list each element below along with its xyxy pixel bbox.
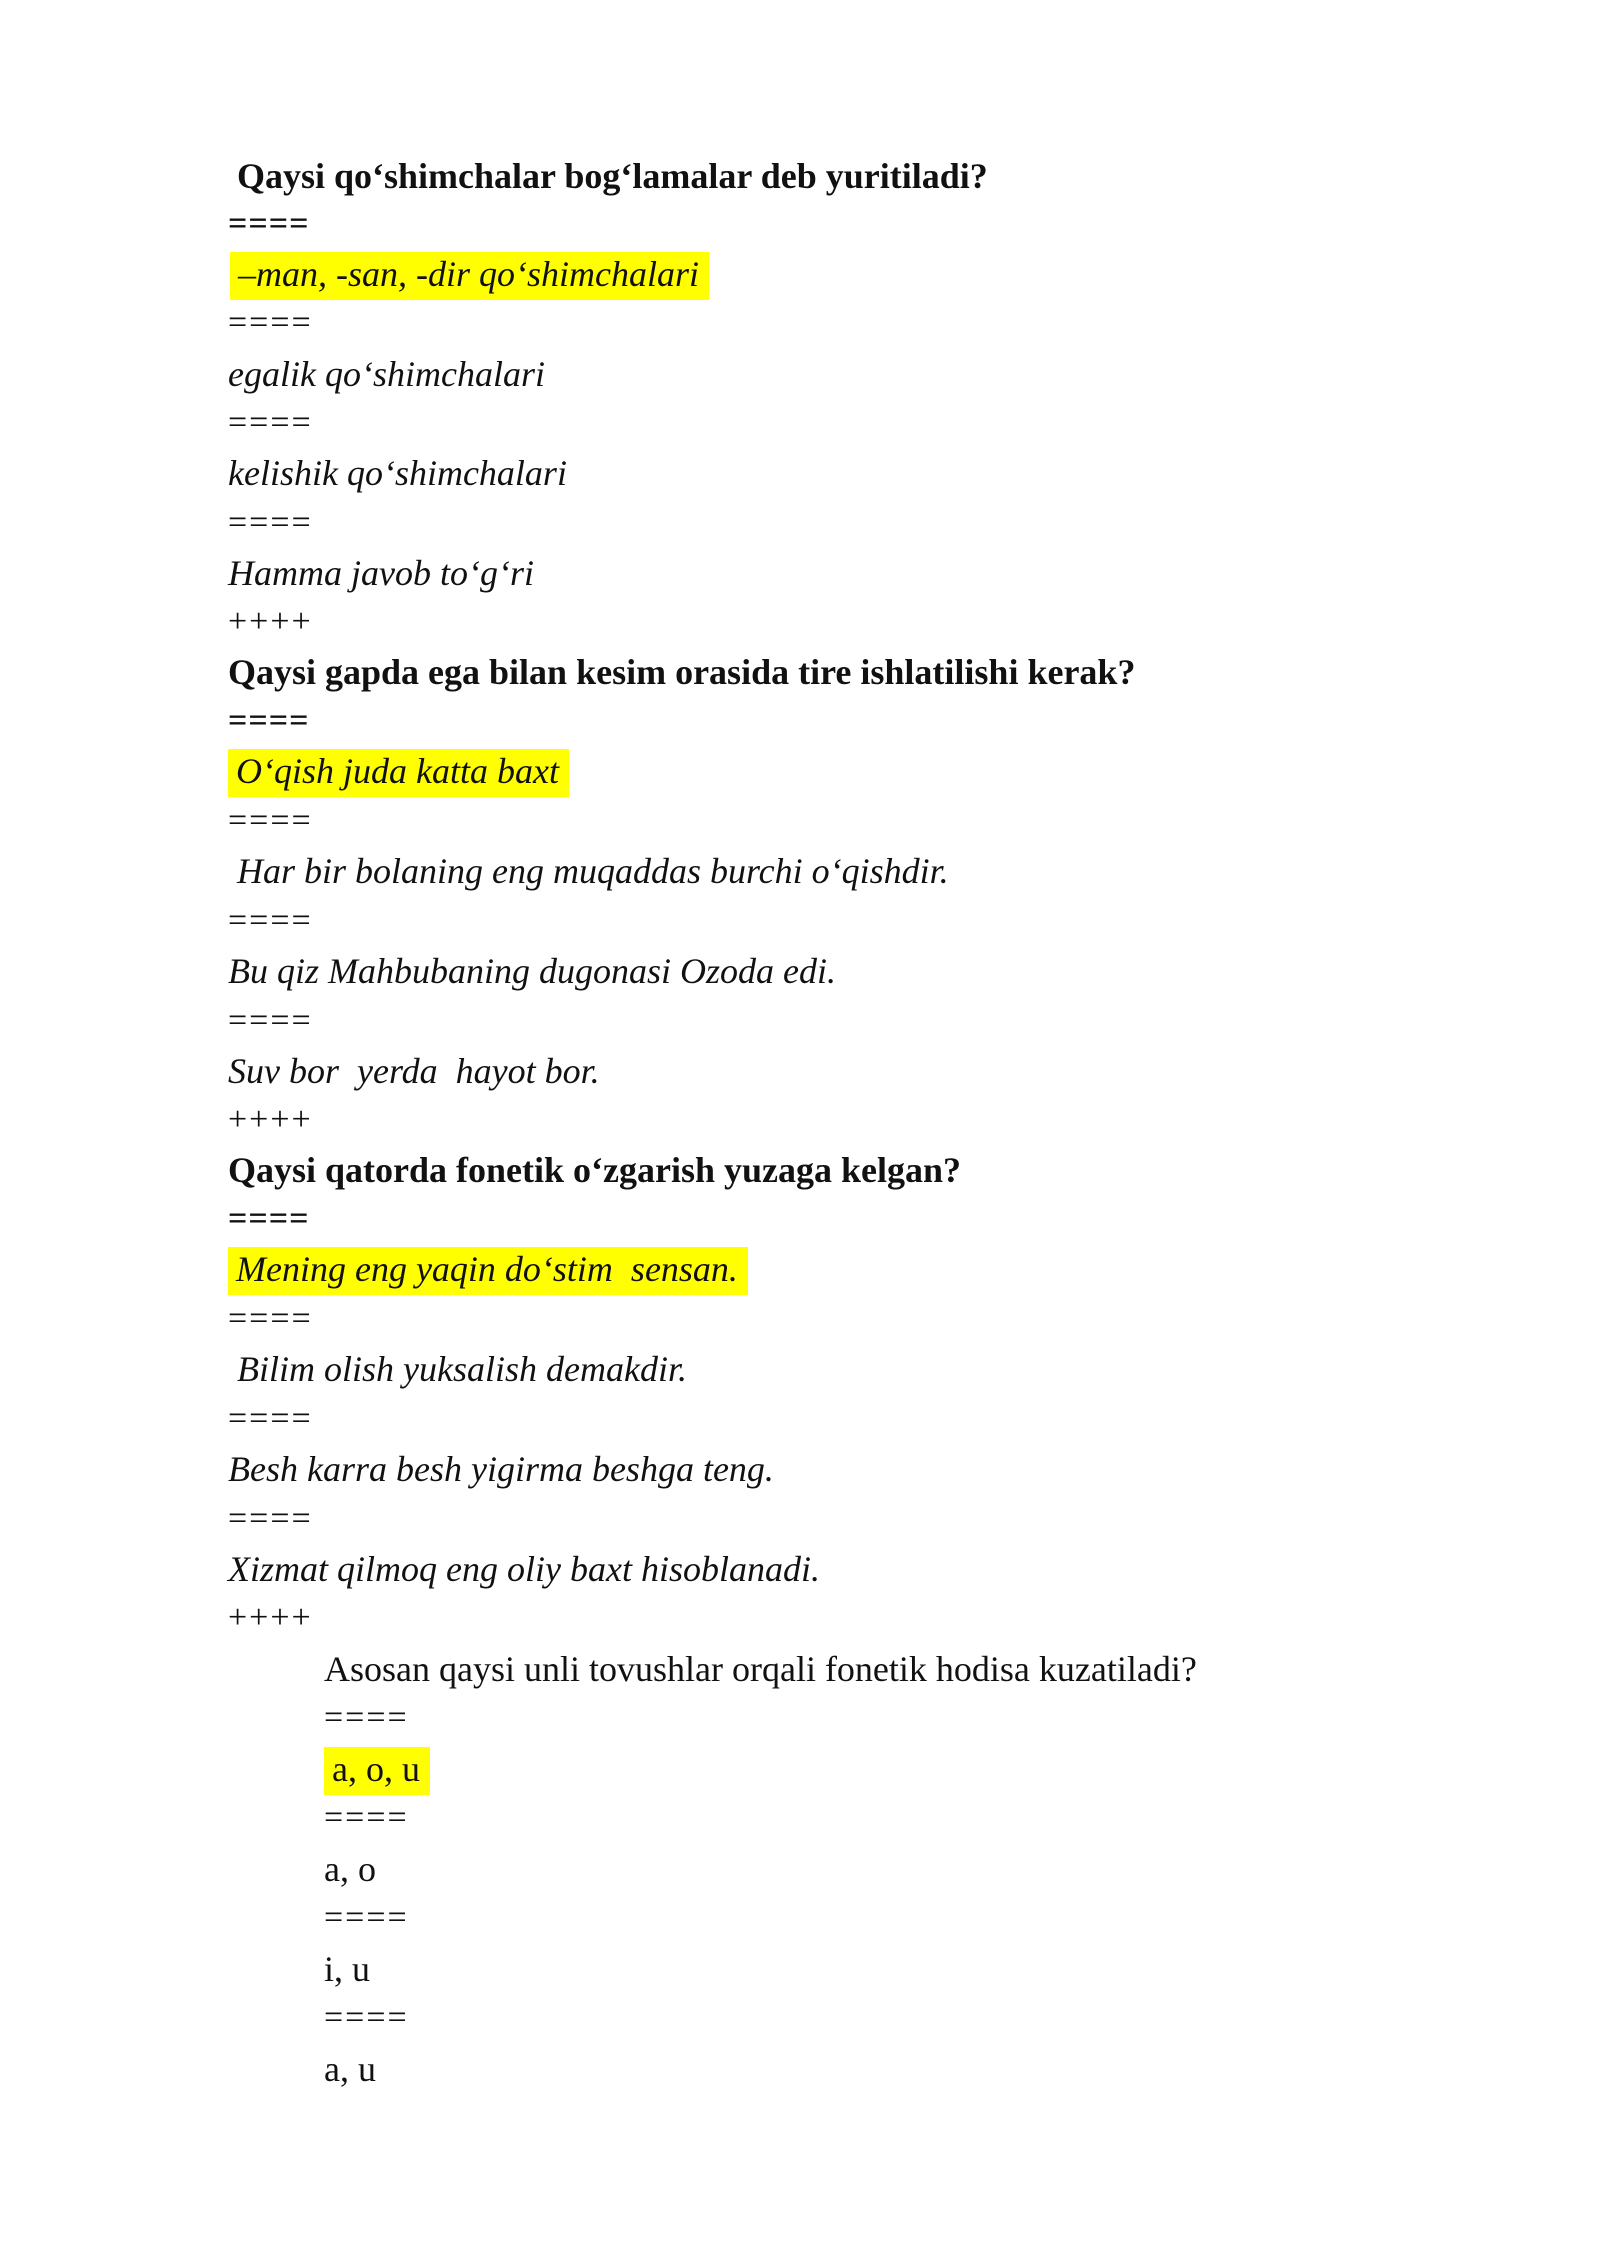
separator: ==== bbox=[228, 802, 313, 839]
end-marker: ++++ bbox=[228, 1101, 313, 1138]
answer-4-b: a, o bbox=[324, 1849, 376, 1889]
separator: ==== bbox=[324, 1799, 409, 1836]
question-2: Qaysi gapda ega bilan kesim orasida tire ishlatilishi kerak? bbox=[228, 652, 1136, 692]
separator: ==== bbox=[324, 1699, 409, 1736]
answer-1-c: kelishik qo‘shimchalari bbox=[228, 453, 567, 493]
highlighted-answer: Mening eng yaqin do‘stim sensan. bbox=[228, 1247, 748, 1295]
separator: ==== bbox=[228, 404, 313, 441]
separator: ==== bbox=[228, 504, 313, 541]
separator: ==== bbox=[228, 1400, 313, 1437]
separator: ==== bbox=[228, 304, 313, 341]
question-3: Qaysi qatorda fonetik o‘zgarish yuzaga kelgan? bbox=[228, 1150, 962, 1190]
answer-2-b: Har bir bolaning eng muqaddas burchi o‘qishdir. bbox=[228, 851, 949, 891]
separator: ==== bbox=[228, 1200, 310, 1237]
answer-4-c: i, u bbox=[324, 1949, 371, 1989]
separator: ==== bbox=[228, 205, 310, 242]
separator: ==== bbox=[228, 702, 310, 739]
answer-2-correct bbox=[228, 753, 569, 789]
answer-4-correct bbox=[324, 1751, 430, 1787]
answer-4-d: a, u bbox=[324, 2049, 376, 2089]
separator: ==== bbox=[228, 1500, 313, 1537]
highlighted-answer: O‘qish juda katta baxt bbox=[228, 749, 569, 797]
highlighted-answer: –man, -san, -dir qo‘shimchalari bbox=[230, 252, 709, 300]
separator: ==== bbox=[228, 1002, 313, 1039]
answer-1-b: egalik qo‘shimchalari bbox=[228, 354, 545, 394]
answer-3-b: Bilim olish yuksalish demakdir. bbox=[228, 1349, 687, 1389]
answer-3-d: Xizmat qilmoq eng oliy baxt hisoblanadi. bbox=[228, 1549, 820, 1589]
highlighted-answer: a, o, u bbox=[324, 1747, 430, 1795]
end-marker: ++++ bbox=[228, 603, 313, 640]
separator: ==== bbox=[324, 1999, 409, 2036]
separator: ==== bbox=[228, 902, 313, 939]
end-marker: ++++ bbox=[228, 1599, 313, 1636]
separator: ==== bbox=[228, 1300, 313, 1337]
answer-2-d: Suv bor yerda hayot bor. bbox=[228, 1051, 600, 1091]
answer-3-correct bbox=[228, 1251, 748, 1287]
separator: ==== bbox=[324, 1899, 409, 1936]
answer-3-c: Besh karra besh yigirma beshga teng. bbox=[228, 1449, 774, 1489]
question-1: Qaysi qo‘shimchalar bog‘lamalar deb yuritiladi? bbox=[237, 156, 988, 196]
answer-1-correct bbox=[230, 256, 709, 292]
answer-2-c: Bu qiz Mahbubaning dugonasi Ozoda edi. bbox=[228, 951, 836, 991]
answer-1-d: Hamma javob to‘g‘ri bbox=[228, 553, 534, 593]
question-4: Asosan qaysi unli tovushlar orqali fonetik hodisa kuzatiladi? bbox=[324, 1649, 1197, 1689]
